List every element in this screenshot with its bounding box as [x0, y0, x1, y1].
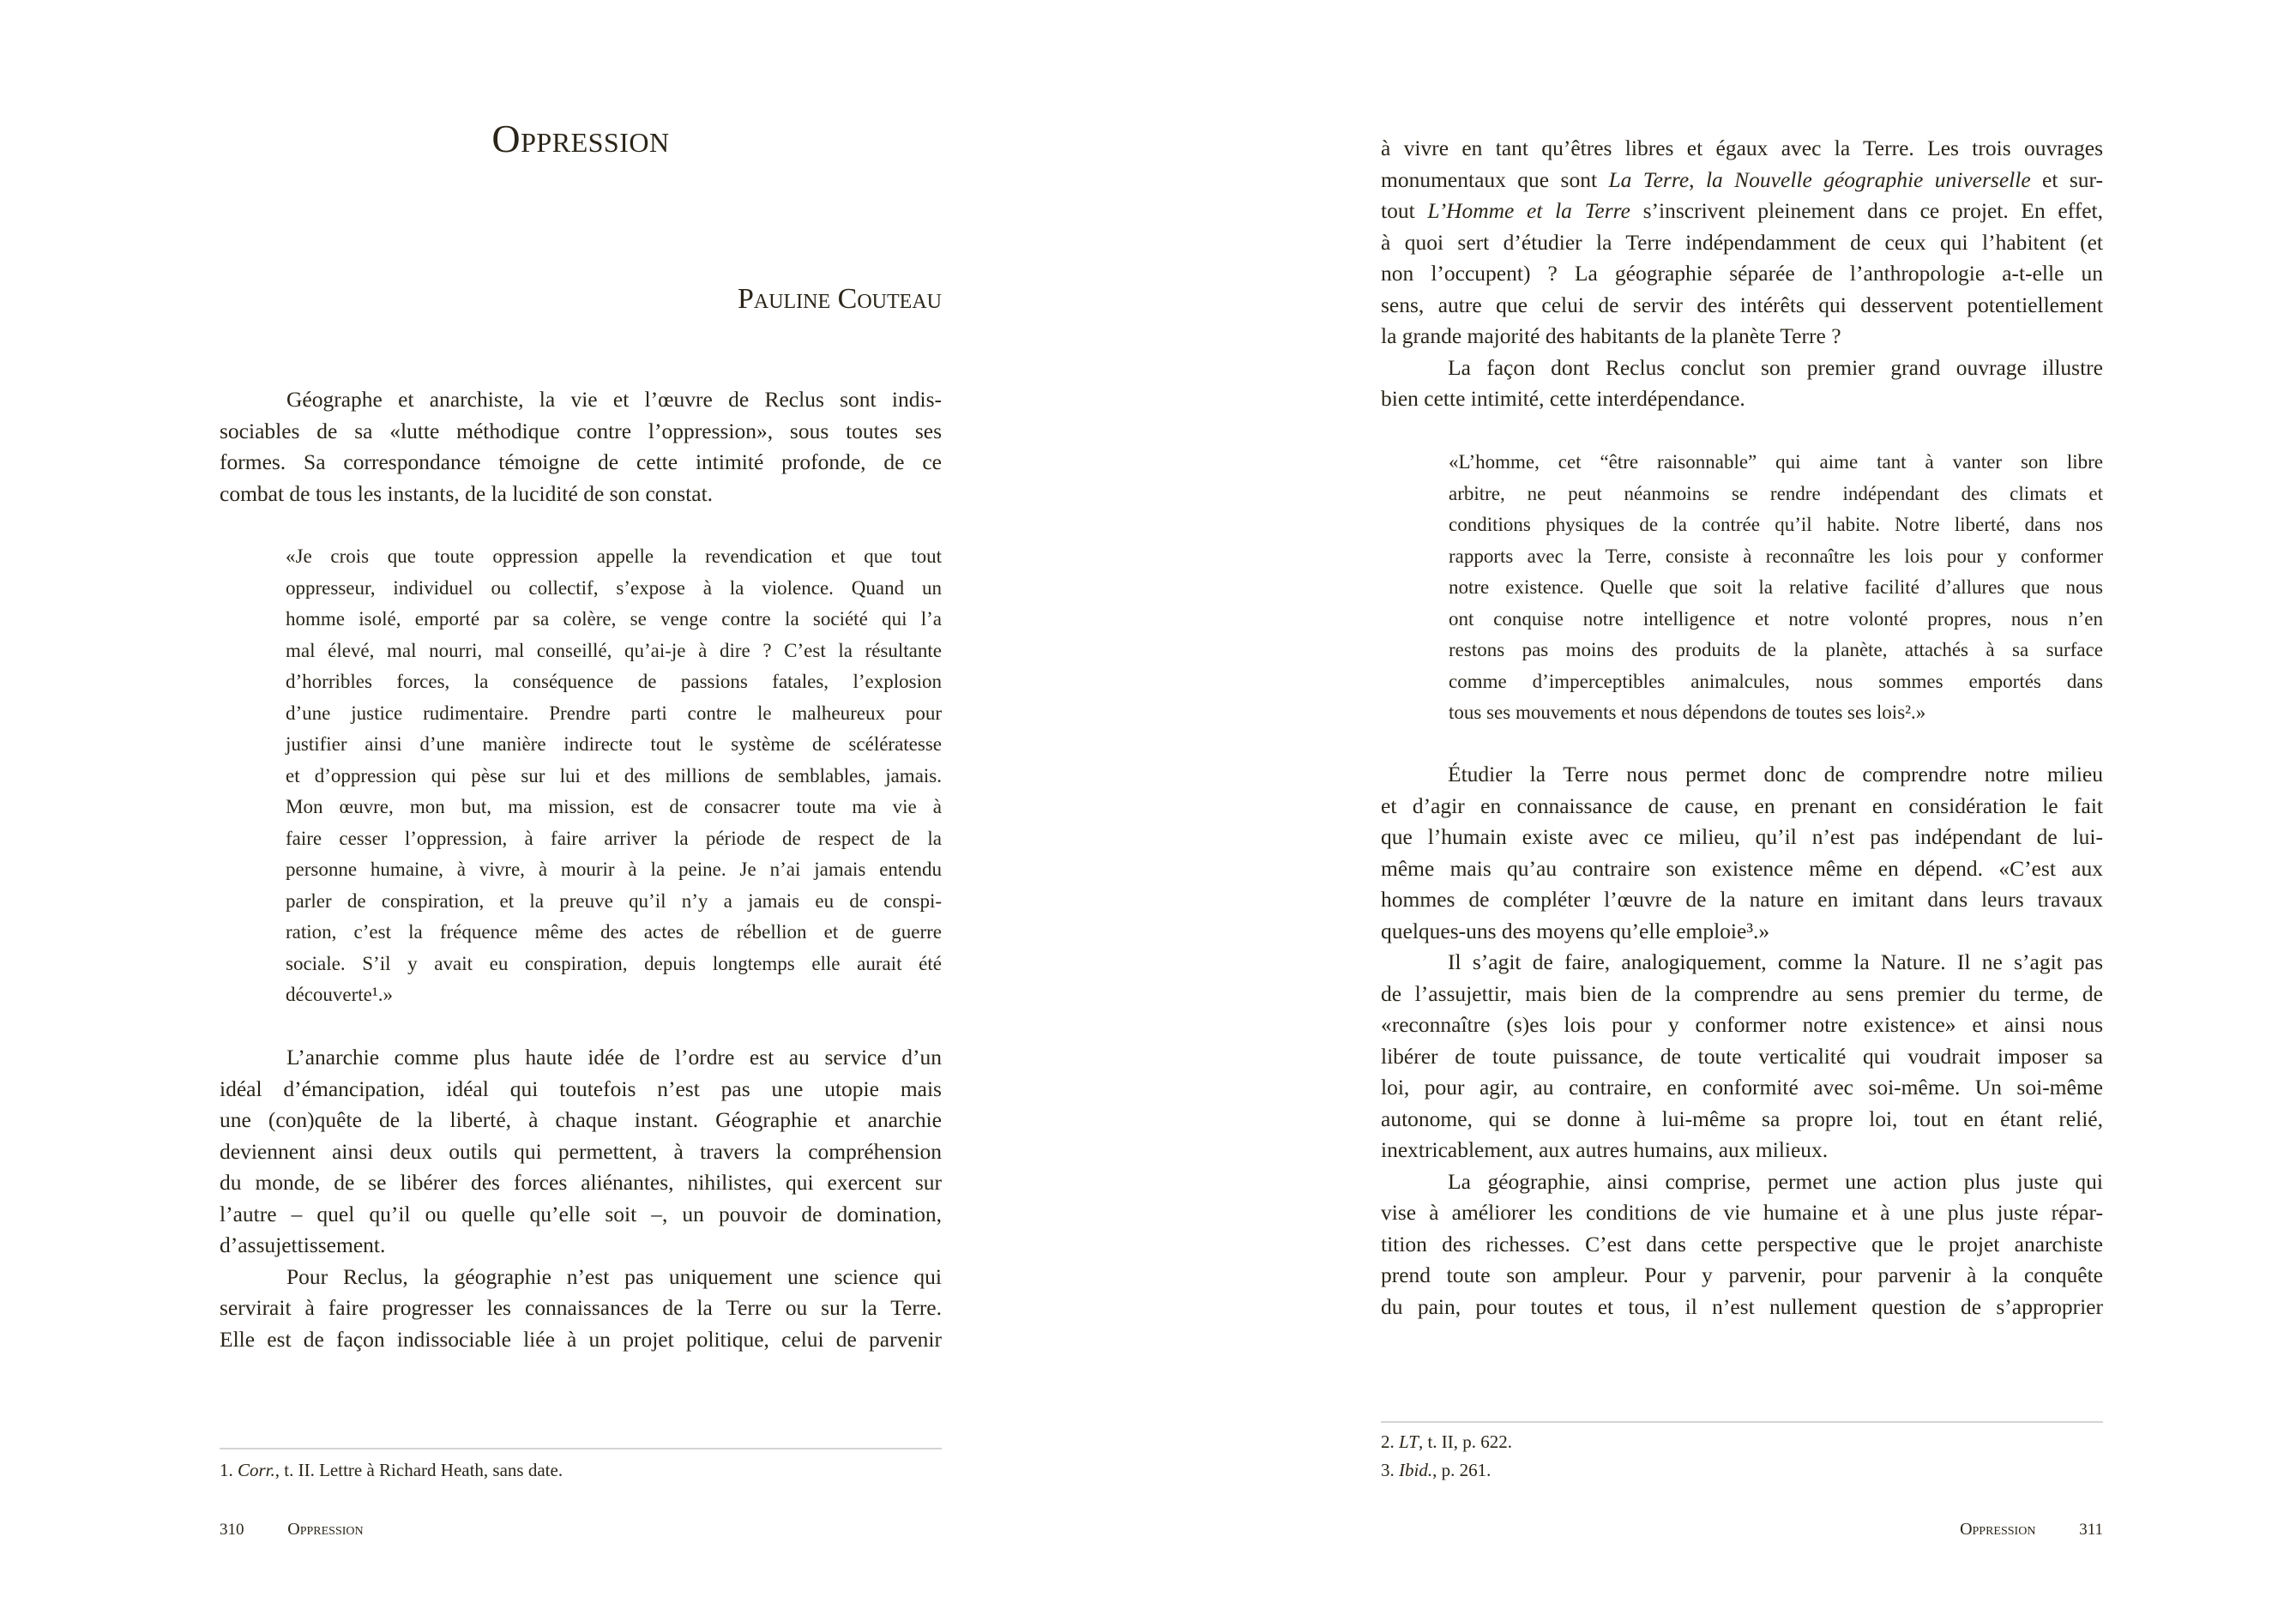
italic-text: LT	[1399, 1431, 1419, 1452]
text-line: d’assujettissement.	[220, 1232, 386, 1257]
text-line: La façon dont Reclus conclut son premier grand ouvrage illustre	[1448, 354, 2103, 380]
text-line: sociale. S’il y avait eu conspiration, depuis longtemps elle aurait été	[286, 952, 942, 974]
italic-text: la Nouvelle géographie universelle	[1705, 166, 2031, 192]
chapter-author: Pauline Couteau	[737, 283, 942, 315]
italic-text: Ibid.	[1399, 1460, 1433, 1480]
block-quote	[286, 541, 942, 1011]
text-line: notre existence. Quelle que soit la relative facilité d’allures que nous	[1449, 576, 2103, 598]
footnote-divider	[1381, 1421, 2103, 1423]
page-number: 310	[220, 1521, 244, 1539]
italic-text: La Terre	[1608, 166, 1690, 192]
text-line: inextricablement, aux autres humains, aux milieux.	[1381, 1137, 1829, 1162]
footnote	[1381, 1456, 1491, 1485]
page-number: 311	[2079, 1521, 2103, 1539]
footnote	[220, 1456, 563, 1485]
text-line: faire cesser l’oppression, à faire arriver la période de respect de la	[286, 827, 942, 849]
running-footer-right	[1960, 1516, 2103, 1543]
text-line: tous ses mouvements et nous dépendons de toutes ses lois².»	[1449, 702, 1926, 723]
text-line	[1381, 196, 2103, 227]
text-line: homme isolé, emporté par sa colère, se venge contre la société qui l’a	[286, 608, 942, 630]
text-line: ont conquise notre intelligence et notre volonté propres, nous n’en	[1449, 607, 2103, 630]
text-line: parler de conspiration, et la preuve qu’il n’y a jamais eu de conspi-	[286, 889, 942, 912]
text-line: une (con)quête de la liberté, à chaque instant. Géographie et anarchie	[220, 1107, 942, 1132]
text-line: conditions physiques de la contrée qu’il habite. Notre liberté, dans nos	[1449, 514, 2103, 535]
text-line: que l’humain existe avec ce milieu, qu’il n’est pas indépendant de lui-	[1381, 824, 2103, 849]
text-line: d’horribles forces, la conséquence de passions fatales, l’explosion	[286, 671, 942, 692]
paragraph	[1381, 947, 2103, 1166]
text-line: personne humaine, à vivre, à mourir à la peine. Je n’ai jamais entendu	[286, 859, 942, 880]
text-line: du pain, pour toutes et tous, il n’est nullement question de s’approprier	[1381, 1293, 2103, 1319]
text-line: servirait à faire progresser les connaissances de la Terre ou sur la Terre.	[220, 1295, 942, 1320]
running-title: Oppression	[1960, 1520, 2036, 1539]
paragraph	[1381, 133, 2103, 353]
text-segment: monumentaux que sont	[1381, 166, 1609, 192]
text-line: restons pas moins des produits de la planète, attachés à sa surface	[1449, 639, 2103, 660]
text-line: loi, pour agir, au contraire, en conformité avec soi-même. Un soi-même	[1381, 1075, 2103, 1100]
text-line: justifier ainsi d’une manière indirecte tout le système de scélératesse	[286, 733, 942, 755]
text-line: L’anarchie comme plus haute idée de l’ordre est au service d’un	[286, 1045, 942, 1070]
text-line: bien cette intimité, cette interdépendance.	[1381, 386, 1745, 411]
body-text	[1381, 759, 2103, 1323]
body-text	[220, 1042, 942, 1355]
text-line: autonome, qui se donne à lui-même sa propre loi, tout en étant relié,	[1381, 1106, 2103, 1131]
text-segment: 1.	[220, 1460, 238, 1480]
italic-text: Corr.	[238, 1460, 275, 1480]
text-line: quelques-uns des moyens qu’elle emploie³.»	[1381, 918, 1770, 943]
text-line: prend toute son ampleur. Pour y parvenir, pour parvenir à la conquête	[1381, 1262, 2103, 1287]
text-line: Elle est de façon indissociable liée à un projet politique, celui de parvenir	[220, 1326, 942, 1352]
paragraph	[220, 384, 942, 509]
text-segment: et sur-	[2030, 166, 2103, 192]
running-title: Oppression	[287, 1520, 364, 1539]
paragraph	[1381, 1166, 2103, 1323]
paragraph	[1381, 759, 2103, 947]
text-line: formes. Sa correspondance témoigne de cette intimité profonde, de ce	[220, 449, 942, 474]
paragraph	[1381, 353, 2103, 415]
text-line: à quoi sert d’étudier la Terre indépendamment de ceux qui l’habitent (et	[1381, 229, 2103, 255]
text-line: rapports avec la Terre, consiste à reconnaître les lois pour y conformer	[1449, 545, 2103, 567]
text-line: de l’assujettir, mais bien de la comprendre au sens premier du terme, de	[1381, 980, 2103, 1006]
text-line: la grande majorité des habitants de la planète Terre ?	[1381, 323, 1841, 348]
text-line: arbitre, ne peut néanmoins se rendre indépendant des climats et	[1449, 482, 2103, 504]
paragraph	[286, 541, 942, 1011]
text-line: oppresseur, individuel ou collectif, s’expose à la violence. Quand un	[286, 576, 942, 599]
text-line: l’autre – quel qu’il ou quelle qu’elle soit –, un pouvoir de domination,	[220, 1201, 942, 1226]
text-line: sociables de sa «lutte méthodique contre l’oppression», sous toutes ses	[220, 418, 942, 443]
text-line: Mon œuvre, mon but, ma mission, est de consacrer toute ma vie à	[286, 796, 942, 817]
paragraph	[220, 1262, 942, 1356]
text-line: du monde, de se libérer des forces aliénantes, nihilistes, qui exercent sur	[220, 1170, 942, 1195]
text-line: «L’homme, cet “être raisonnable” qui aime tant à vanter son libre	[1449, 451, 2103, 473]
paragraph	[1449, 447, 2103, 729]
footnote-divider	[220, 1448, 942, 1449]
text-segment: s’inscrivent pleinement dans ce projet. En effet,	[1630, 198, 2103, 223]
text-line: Pour Reclus, la géographie n’est pas uniquement une science qui	[286, 1263, 942, 1289]
text-line: libérer de toute puissance, de toute verticalité qui voudrait imposer sa	[1381, 1043, 2103, 1069]
text-line: idéal d’émancipation, idéal qui toutefois n’est pas une utopie mais	[220, 1076, 942, 1101]
text-line: Étudier la Terre nous permet donc de comprendre notre milieu	[1448, 762, 2103, 786]
text-line: Géographe et anarchiste, la vie et l’œuvre de Reclus sont indis-	[286, 387, 942, 412]
text-segment: 2.	[1381, 1431, 1399, 1452]
text-line: tition des richesses. C’est dans cette perspective que le projet anarchiste	[1381, 1231, 2103, 1256]
text-line: mal élevé, mal nourri, mal conseillé, qu’ai-je à dire ? C’est la résultante	[286, 639, 942, 661]
text-line: à vivre en tant qu’êtres libres et égaux avec la Terre. Les trois ouvrages	[1381, 136, 2103, 160]
text-line: Il s’agit de faire, analogiquement, comme la Nature. Il ne s’agit pas	[1448, 949, 2103, 974]
text-line: deviennent ainsi deux outils qui permettent, à travers la compréhension	[220, 1138, 942, 1164]
text-line: d’une justice rudimentaire. Prendre parti contre le malheureux pour	[286, 702, 942, 724]
footnote	[1381, 1428, 1512, 1456]
paragraph	[220, 1042, 942, 1262]
text-line: sens, autre que celui de servir des intérêts qui desservent potentiellement	[1381, 292, 2103, 317]
text-line: non l’occupent) ? La géographie séparée de l’anthropologie a-t-elle un	[1381, 261, 2103, 286]
right-page	[1148, 0, 2295, 1621]
body-text	[220, 384, 942, 509]
block-quote	[1449, 447, 2103, 729]
text-segment: , p. 261.	[1432, 1460, 1491, 1480]
chapter-title: Oppression	[491, 117, 670, 160]
text-line: combat de tous les instants, de la lucidité de son constat.	[220, 480, 714, 506]
text-segment: ,	[1689, 166, 1706, 192]
text-line: vise à améliorer les conditions de vie humaine et à une plus juste répar-	[1381, 1200, 2103, 1225]
text-line: et d’agir en connaissance de cause, en prenant en considération le fait	[1381, 792, 2103, 818]
text-line: et d’oppression qui pèse sur lui et des millions de semblables, jamais.	[286, 764, 942, 786]
text-line: «reconnaître (s)es lois pour y conformer notre existence» et ainsi nous	[1381, 1012, 2103, 1037]
text-segment: , t. II. Lettre à Richard Heath, sans date.	[274, 1460, 563, 1480]
text-line: «Je crois que toute oppression appelle la revendication et que tout	[286, 545, 942, 567]
italic-text: L’Homme et la Terre	[1427, 198, 1630, 223]
text-line: ration, c’est la fréquence même des actes de rébellion et de guerre	[286, 921, 942, 943]
text-line: hommes de compléter l’œuvre de la nature en imitant dans leurs travaux	[1381, 887, 2103, 912]
text-line: même mais qu’au contraire son existence même en dépend. «C’est aux	[1381, 855, 2103, 881]
body-text	[1381, 133, 2103, 415]
text-segment: tout	[1381, 198, 1428, 223]
text-line: découverte¹.»	[286, 984, 394, 1005]
text-line: comme d’imperceptibles animalcules, nous sommes emportés dans	[1449, 670, 2103, 692]
text-segment: , t. II, p. 622.	[1418, 1431, 1513, 1452]
text-line: La géographie, ainsi comprise, permet une action plus juste qui	[1448, 1168, 2103, 1194]
text-segment: 3.	[1381, 1460, 1399, 1480]
running-footer-left	[220, 1516, 364, 1543]
text-line	[1381, 165, 2103, 196]
